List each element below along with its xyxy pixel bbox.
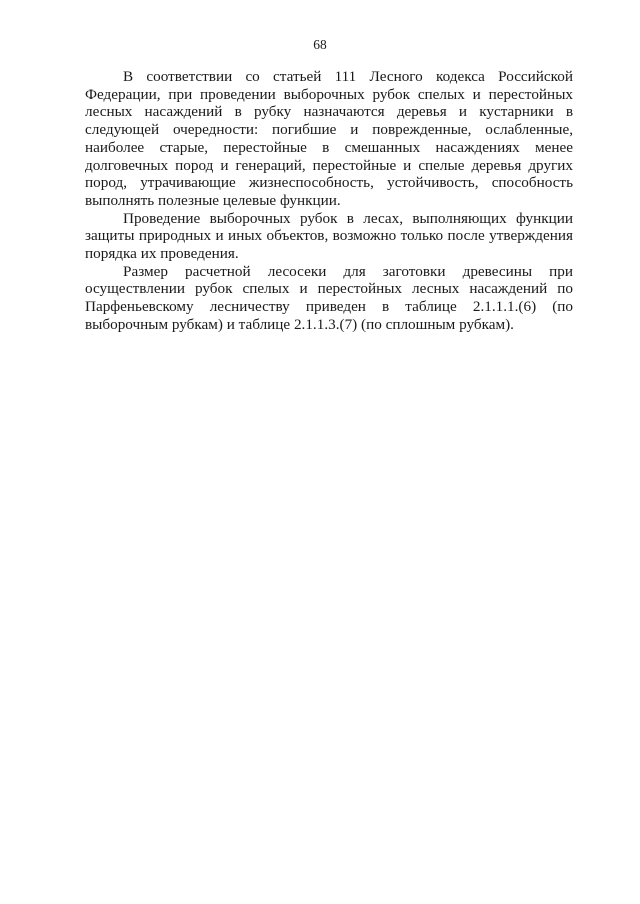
- body-text: [85, 68, 573, 334]
- paragraph-cutting-order: В соответствии со статьей 111 Лесного кодекса Российской Федерации, при проведении выборочных рубок спелых и перестойных лесных насаждений в рубку назначаются деревья и кустарники в следующей очередности: погибшие и поврежденные, ослабленные, наиболее старые, перестойные в смешанных насаждениях менее долговечных пород и генераций, перестойные и спелые деревья других пород, утрачивающие жизнеспособность, устойчивость, способность выполнять полезные целевые функции.: [85, 68, 573, 209]
- page-number: 68: [313, 37, 327, 52]
- paragraph-allowable-cut: Размер расчетной лесосеки для заготовки древесины при осуществлении рубок спелых и перестойных лесных насаждений по Парфеньевскому лесничеству приведен в таблице 2.1.1.1.(6) (по выборочным рубкам) и таблице 2.1.1.3.(7) (по сплошным рубкам).: [85, 262, 573, 333]
- paragraph-protective-forests: Проведение выборочных рубок в лесах, выполняющих функции защиты природных и иных объектов, возможно только после утверждения порядка их проведения.: [85, 209, 573, 263]
